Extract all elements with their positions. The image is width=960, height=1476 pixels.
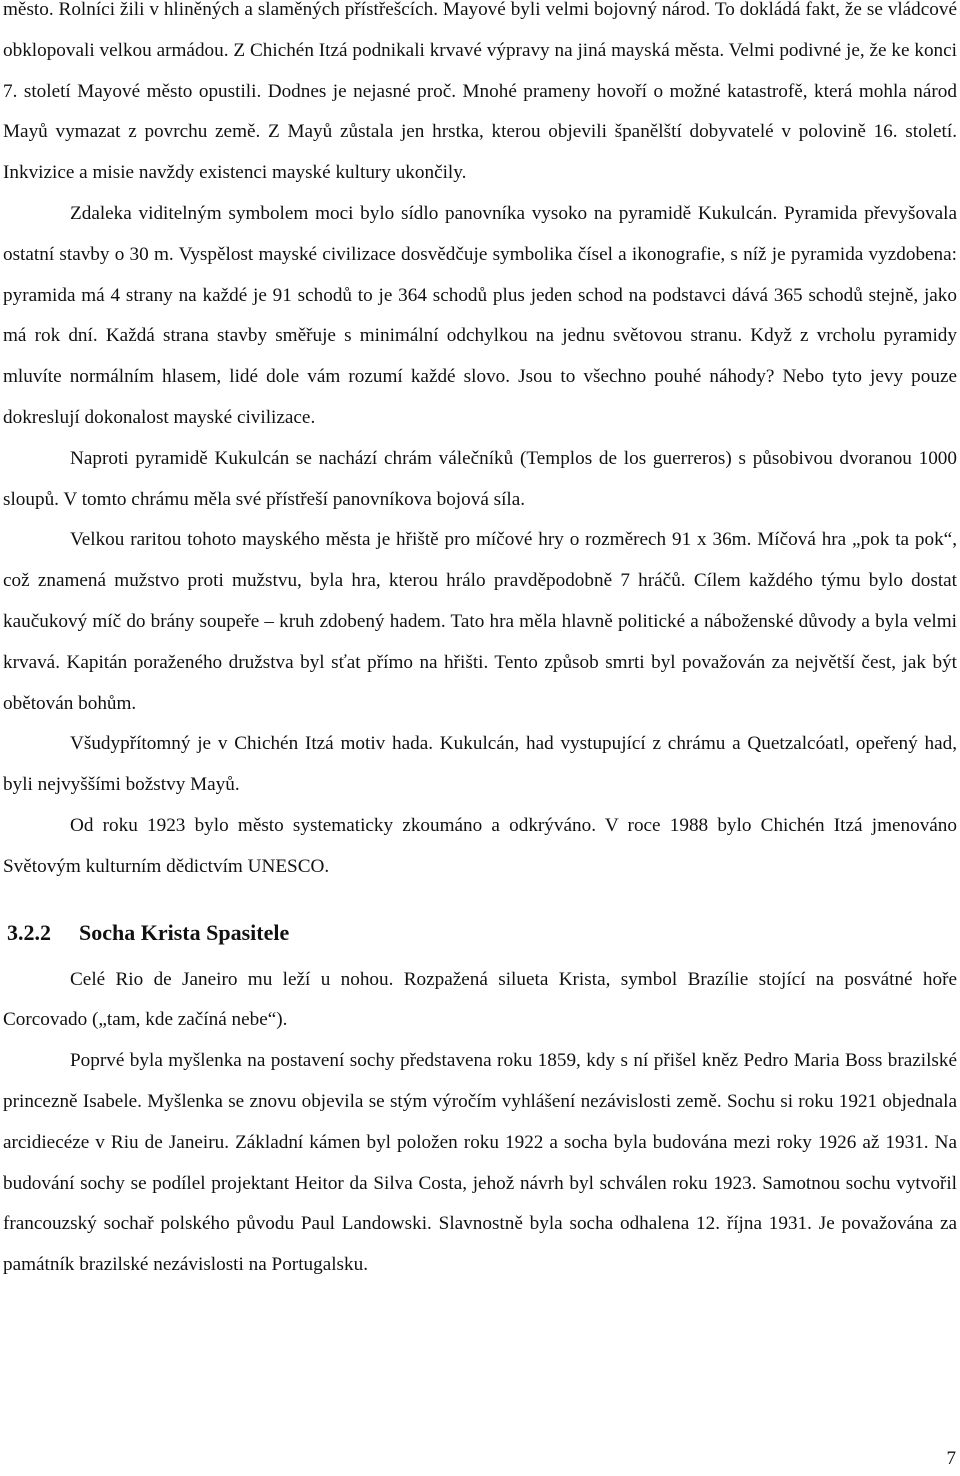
section-heading [3, 907, 957, 959]
paragraph-maya-decline: město. Rolníci žili v hliněných a slaměných přístřešcích. Mayové byli velmi bojovný národ. To dokládá fakt, že se vládcové obklopovali velkou armádou. Z Chichén Itzá podnikali krvavé výpravy na jiná mayská města. Velmi podivné je, že ke konci 7. století Mayové město opustili. Dodnes je nejasné proč. Mnohé prameny hovoří o možné katastrofě, která mohla národ Mayů vymazat z povrchu země. Z Mayů zůstala jen hrstka, kterou objevili španělští dobyvatelé v polovině 16. století. Inkvizice a misie navždy existenci mayské kultury ukončily. [3, 0, 957, 184]
paragraph-pyramid-kukulcan: Zdaleka viditelným symbolem moci bylo sídlo panovníka vysoko na pyramidě Kukulcán. Pyramida převyšovala ostatní stavby o 30 m. Vyspělost mayské civilizace dosvědčuje symbolika čísel a ikonografie, s níž je pyramida vyzdobena: pyramida má 4 strany na každé je 91 schodů to je 364 schodů plus jeden schod na podstavci dává 365 schodů stejně, jako má rok dní. Každá strana stavby směřuje s minimální odchylkou na jednu světovou stranu. Když z vrcholu pyramidy mluvíte normálním hlasem, lidé dole vám rozumí každé slovo. Jsou to všechno pouhé náhody? Nebo tyto jevy pouze dokreslují dokonalost mayské civilizace. [3, 202, 957, 428]
section-title: Socha Krista Spasitele [79, 919, 290, 945]
paragraph-temple-of-warriors: Naproti pyramidě Kukulcán se nachází chrám válečníků (Templos de los guerreros) s působivou dvoranou 1000 sloupů. V tomto chrámu měla své přístřeší panovníkova bojová síla. [3, 447, 957, 510]
paragraph-unesco: Od roku 1923 bylo město systematicky zkoumáno a odkrýváno. V roce 1988 bylo Chichén Itzá jmenováno Světovým kulturním dědictvím UNESCO. [3, 814, 957, 877]
document-page [3, 0, 957, 1286]
page-number: 7 [946, 1448, 956, 1469]
paragraph-rio-intro: Celé Rio de Janeiro mu leží u nohou. Rozpažená silueta Krista, symbol Brazílie stojící na posvátné hoře Corcovado („tam, kde začíná nebe“). [3, 968, 957, 1031]
paragraph-snake-motif: Všudypřítomný je v Chichén Itzá motiv hada. Kukulcán, had vystupující z chrámu a Quetzalcóatl, opeřený had, byli nejvyššími božstvy Mayů. [3, 733, 957, 796]
section-number: 3.2.2 [7, 919, 51, 945]
paragraph-ball-game: Velkou raritou tohoto mayského města je hřiště pro míčové hry o rozměrech 91 x 36m. Míčová hra „pok ta pok“, což znamená mužstvo proti mužstvu, byla hra, kterou hrálo pravděpodobně 7 hráčů. Cílem každého týmu bylo dostat kaučukový míč do brány soupeře – kruh zdobený hadem. Tato hra měla hlavně politické a náboženské důvody a byla velmi krvavá. Kapitán poraženého družstva byl sťat přímo na hřišti. Tento způsob smrti byl považován za největší čest, jak být obětován bohům. [3, 529, 957, 714]
paragraph-statue-history: Poprvé byla myšlenka na postavení sochy představena roku 1859, kdy s ní přišel kněz Pedro Maria Boss brazilské princezně Isabele. Myšlenka se znovu objevila se stým výročím vyhlášení nezávislosti země. Sochu si roku 1921 objednala arcidiecéze v Riu de Janeiru. Základní kámen byl položen roku 1922 a socha byla budována mezi roky 1926 až 1931. Na budování sochy se podílel projektant Heitor da Silva Costa, jehož návrh byl schválen roku 1923. Samotnou sochu vytvořil francouzský sochař polského původu Paul Landowski. Slavnostně byla socha odhalena 12. října 1931. Je považována za památník brazilské nezávislosti na Portugalsku. [3, 1050, 957, 1276]
